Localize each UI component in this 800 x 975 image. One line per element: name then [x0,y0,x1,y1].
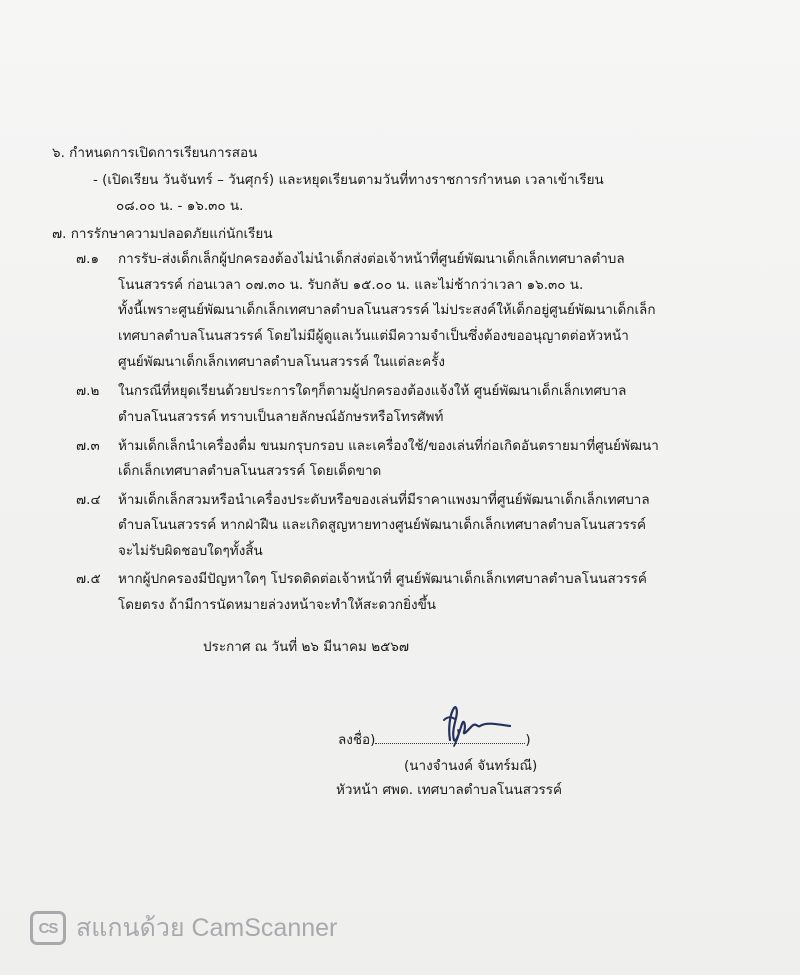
section-7-title: ๗. การรักษาความปลอดภัยแก่นักเรียน [52,226,273,242]
item-7-4-line: ห้ามเด็กเล็กสวมหรือนำเครื่องประดับหรือของเล่นที่มีราคาแพงมาที่ศูนย์พัฒนาเด็กเล็กเทศบาล [118,492,650,508]
signature-label: ลงชื่อ) [338,732,376,748]
handwritten-signature [424,700,534,752]
item-7-2-line: ในกรณีที่หยุดเรียนด้วยประการใดๆก็ตามผู้ปกครองต้องแจ้งให้ ศูนย์พัฒนาเด็กเล็กเทศบาล [118,383,627,399]
section-6-line-1: - (เปิดเรียน วันจันทร์ – วันศุกร์) และหยุดเรียนตามวันที่ทางราชการกำหนด เวลาเข้าเรียน [93,172,604,188]
item-7-1-line: ศูนย์พัฒนาเด็กเล็กเทศบาลตำบลโนนสวรรค์ ในแต่ละครั้ง [118,354,445,370]
item-7-5-number: ๗.๕ [76,571,101,587]
announcement-date: ประกาศ ณ วันที่ ๒๖ มีนาคม ๒๕๖๗ [203,639,410,655]
item-7-1-line: การรับ-ส่งเด็กเล็กผู้ปกครองต้องไม่นำเด็กส่งต่อเจ้าหน้าที่ศูนย์พัฒนาเด็กเล็กเทศบาลตำบล [118,251,625,267]
item-7-3-number: ๗.๓ [76,438,100,454]
section-6-line-2: ๐๘.๐๐ น. - ๑๖.๓๐ น. [116,198,244,214]
camscanner-logo-icon [30,911,66,945]
item-7-1-line: เทศบาลตำบลโนนสวรรค์ โดยไม่มีผู้ดูแลเว้นแต่มีความจำเป็นซึ่งต้องขออนุญาตต่อหัวหน้า [118,328,629,344]
item-7-4-line: ตำบลโนนสวรรค์ หากฝ่าฝืน และเกิดสูญหายทางศูนย์พัฒนาเด็กเล็กเทศบาลตำบลโนนสวรรค์ [118,517,647,533]
item-7-3-line: เด็กเล็กเทศบาลตำบลโนนสวรรค์ โดยเด็ดขาด [118,463,382,479]
item-7-2-number: ๗.๒ [76,383,100,399]
signer-name: (นางจำนงค์ จันทร์มณี) [404,758,538,774]
camscanner-logo-text: CS [38,919,58,937]
item-7-4-line: จะไม่รับผิดชอบใดๆทั้งสิ้น [118,543,263,559]
signer-position: หัวหน้า ศพด. เทศบาลตำบลโนนสวรรค์ [336,782,563,798]
item-7-5-line: หากผู้ปกครองมีปัญหาใดๆ โปรดติดต่อเจ้าหน้าที่ ศูนย์พัฒนาเด็กเล็กเทศบาลตำบลโนนสวรรค์ [118,571,647,587]
item-7-1-number: ๗.๑ [76,251,100,267]
section-6-title: ๖. กำหนดการเปิดการเรียนการสอน [52,145,258,161]
item-7-3-line: ห้ามเด็กเล็กนำเครื่องดื่ม ขนมกรุบกรอบ และเครื่องใช้/ของเล่นที่ก่อเกิดอันตรายมาที่ศูนย์พัฒนา [118,438,659,454]
item-7-1-line: โนนสวรรค์ ก่อนเวลา ๐๗.๓๐ น. รับกลับ ๑๕.๐๐ น. และไม่ช้ากว่าเวลา ๑๖.๓๐ น. [118,277,584,293]
item-7-5-line: โดยตรง ถ้ามีการนัดหมายล่วงหน้าจะทำให้สะดวกยิ่งขึ้น [118,597,437,613]
item-7-4-number: ๗.๔ [76,492,101,508]
camscanner-watermark [30,908,337,948]
signature-close: ) [525,732,531,748]
item-7-2-line: ตำบลโนนสวรรค์ ทราบเป็นลายลักษณ์อักษรหรือโทรศัพท์ [118,409,444,425]
item-7-1-line: ทั้งนี้เพราะศูนย์พัฒนาเด็กเล็กเทศบาลตำบลโนนสวรรค์ ไม่ประสงค์ให้เด็กอยู่ศูนย์พัฒนาเด็กเล็ก [118,302,656,318]
camscanner-watermark-text: สแกนด้วย CamScanner [76,914,338,942]
